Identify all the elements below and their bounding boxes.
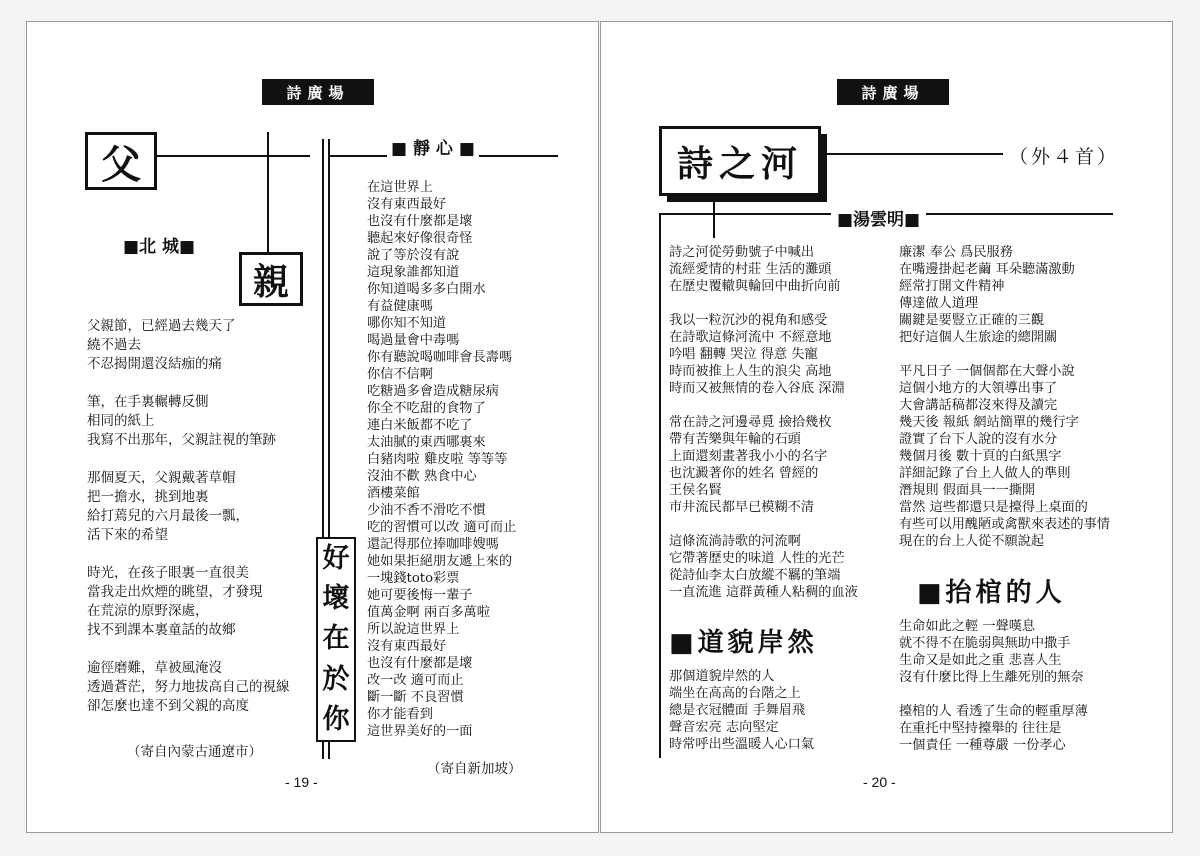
poem-line: 沒有東西最好 [367, 197, 447, 212]
page-number: - 20 - [863, 774, 896, 790]
poem-line: 在重托中堅持擡舉的 往往是 [899, 721, 1062, 736]
poem-line: 一個責任 一種尊嚴 一份孝心 [899, 738, 1066, 753]
poem-line: 一直流進 這群黃種人粘稠的血液 [669, 585, 858, 600]
poem-line: 在這世界上 [367, 180, 433, 195]
poem-line: 不忍揭開還沒結痂的痛 [87, 356, 222, 372]
vertical-poem-title [316, 537, 356, 742]
poem-line: 吃糖過多會造成糖尿病 [367, 384, 499, 399]
poem-line: 你才能看到 [367, 707, 433, 722]
poem-line: 有些可以用醜陋或禽獸來表述的事情 [899, 517, 1110, 532]
poem-line: 也沈澱著你的姓名 曾經的 [669, 466, 819, 481]
poem-line: 生命又是如此之重 悲喜人生 [899, 653, 1062, 668]
poem-title: ■抬棺的人 [917, 578, 1066, 608]
poem-body-calm [367, 179, 516, 740]
poem-line: 時常呼出些溫暖人心口氣 [669, 737, 815, 752]
poem-line: 她可要後悔一輩子 [367, 588, 473, 603]
poem-line: 幾天後 報紙 網站簡單的幾行字 [899, 415, 1079, 430]
poem-line: 現在的台上人從不願說起 [899, 534, 1045, 549]
poem-line: 詳細記錄了台上人做人的準則 [899, 466, 1071, 481]
page-19 [26, 21, 599, 833]
poem-line: 這現象誰都知道 [367, 265, 460, 280]
poem-line: 時而又被無情的卷入谷底 深淵 [669, 381, 845, 396]
poem-line: 筆，在手裏輾轉反側 [87, 394, 209, 410]
poem-line: 相同的紙上 [87, 413, 155, 429]
rule [713, 196, 715, 238]
poem-line: 所以說這世界上 [367, 622, 460, 637]
poem-subtitle: （外４首） [1009, 146, 1120, 168]
poem-line: 大會講話稿都沒來得及讀完 [899, 398, 1058, 413]
poem-line: 哪你知不知道 [367, 316, 447, 331]
title-char: 於 [322, 663, 350, 695]
poem-line: 吃的習慣可以改 適可而止 [367, 520, 517, 535]
poem-line: 它帶著歷史的味道 人性的光芒 [669, 551, 845, 566]
poem-line: 卻怎麼也達不到父親的高度 [87, 698, 249, 714]
poem-line: 這世界美好的一面 [367, 724, 473, 739]
poem-line: 吟唱 翻轉 哭泣 得意 失寵 [669, 347, 818, 362]
poem-title: ■道貌岸然 [669, 628, 818, 658]
poem-line: 廉潔 奉公 爲民服務 [899, 245, 1013, 260]
poem-line: 詩之河從勞動號子中喊出 [669, 245, 815, 260]
poem-line: 繞不過去 [87, 337, 141, 353]
poem-line: 你信不信啊 [367, 367, 433, 382]
poem-line: 在荒涼的原野深處， [87, 603, 209, 619]
poem-body-father [87, 317, 290, 716]
poem-line: 當我走出炊煙的眺望，才發現 [87, 584, 263, 600]
poem-body-hypocrite [899, 244, 1110, 550]
poem-line: 市井流民都早已模糊不清 [669, 500, 815, 515]
poem-line: 從詩仙李太白放縱不羈的筆端 [669, 568, 841, 583]
poem-line: 斷一斷 不良習慣 [367, 690, 464, 705]
rule [267, 132, 269, 264]
poem-source: （寄自內蒙古通遼市） [127, 744, 262, 760]
poem-line: 常在詩之河邊尋覓 撿拾幾枚 [669, 415, 832, 430]
poem-line: 我寫不出那年，父親註視的筆跡 [87, 432, 276, 448]
poem-author: ■湯雲明■ [831, 205, 926, 230]
title-char: 好 [322, 543, 350, 575]
poem-line: 證實了台下人說的沒有水分 [899, 432, 1058, 447]
poem-line: 聲音宏亮 志向堅定 [669, 720, 779, 735]
poem-line: 聽起來好像很奇怪 [367, 231, 473, 246]
poem-line: 把好這個人生旅途的總開關 [899, 330, 1058, 345]
poem-line: 也沒有什麼都是壞 [367, 214, 473, 229]
poem-body-hypocrite-start [669, 668, 814, 753]
poem-line: 在歷史覆轍與輪回中曲折向前 [669, 279, 841, 294]
poem-line: 擡棺的人 看透了生命的輕重厚薄 [899, 704, 1088, 719]
poem-title-box: 詩之河 [659, 126, 821, 196]
poem-line: 你全不吃甜的食物了 [367, 401, 486, 416]
poem-line: 時光，在孩子眼裏一直很美 [87, 565, 249, 581]
section-header: 詩廣場 [837, 79, 949, 105]
poem-body-pallbearer [899, 618, 1088, 754]
poem-title-char: 親 [239, 252, 303, 306]
page-20 [600, 21, 1173, 833]
poem-line: 還記得那位捧咖啡嫂嗎 [367, 537, 499, 552]
rule [659, 213, 661, 758]
poem-line: 喝過量會中毒嗎 [367, 333, 460, 348]
poem-line: 上面還刻畫著我小小的名字 [669, 449, 828, 464]
poem-line: 說了等於沒有說 [367, 248, 460, 263]
poem-line: 白豬肉啦 雞皮啦 等等等 [367, 452, 508, 467]
page-number: - 19 - [285, 774, 318, 790]
poem-line: 那個道貌岸然的人 [669, 669, 775, 684]
poem-line: 透過蒼茫，努力地拔高自己的視線 [87, 679, 290, 695]
poem-line: 這條流淌詩歌的河流啊 [669, 534, 801, 549]
poem-line: 連白米飯都不吃了 [367, 418, 473, 433]
poem-line: 沒有什麼比得上生離死別的無奈 [899, 670, 1084, 685]
poem-author: ■北 城■ [123, 232, 195, 257]
poem-line: 帶有苦樂與年輪的石頭 [669, 432, 801, 447]
poem-line: 端坐在高高的台階之上 [669, 686, 801, 701]
poem-line: 潛規則 假面具一一撕開 [899, 483, 1036, 498]
poem-line: 活下來的希望 [87, 527, 168, 543]
poem-line: 給打蔫兒的六月最後一瓢， [87, 508, 249, 524]
poem-line: 酒樓菜館 [367, 486, 420, 501]
poem-line: 平凡日子 一個個都在大聲小說 [899, 364, 1075, 379]
title-char: 在 [322, 623, 350, 655]
poem-line: 父親節，已經過去幾天了 [87, 318, 236, 334]
poem-line: 有益健康嗎 [367, 299, 433, 314]
poem-line: 把一擔水，挑到地裏 [87, 489, 209, 505]
poem-line: 她如果拒絕朋友遞上來的 [367, 554, 513, 569]
poem-line: 逾徑磨難，草被風淹沒 [87, 660, 222, 676]
poem-line: 傳達做人道理 [899, 296, 979, 311]
poem-line: 在嘴邊掛起老繭 耳朵聽滿激動 [899, 262, 1075, 277]
poem-line: 生命如此之輕 一聲嘆息 [899, 619, 1036, 634]
poem-line: 你有聽說喝咖啡會長壽嗎 [367, 350, 513, 365]
poem-line: 在詩歌這條河流中 不經意地 [669, 330, 832, 345]
poem-line: 改一改 適可而止 [367, 673, 464, 688]
poem-line: 找不到課本裏童話的故鄉 [87, 622, 236, 638]
poem-line: 關鍵是要豎立正確的三觀 [899, 313, 1045, 328]
title-char: 壞 [322, 583, 350, 615]
rule [827, 153, 1003, 155]
poem-title-char: 父 [85, 132, 157, 190]
poem-line: 幾個月後 數十頁的白紙黑字 [899, 449, 1062, 464]
poem-source: （寄自新加坡） [427, 761, 522, 777]
poem-line: 就不得不在脆弱與無助中撒手 [899, 636, 1071, 651]
poem-line: 當然 這些都還只是擡得上桌面的 [899, 500, 1088, 515]
poem-line: 值萬金啊 兩百多萬啦 [367, 605, 490, 620]
poem-line: 王侯名賢 [669, 483, 722, 498]
poem-line: 我以一粒沉沙的視角和感受 [669, 313, 828, 328]
rule [135, 155, 310, 157]
poem-line: 沒油不歡 熟食中心 [367, 469, 477, 484]
poem-author: ■ 靜 心 ■ [387, 134, 479, 159]
poem-line: 你知道喝多多白開水 [367, 282, 486, 297]
poem-line: 沒有東西最好 [367, 639, 447, 654]
poem-line: 時而被推上人生的浪尖 高地 [669, 364, 832, 379]
poem-body-river [669, 244, 858, 601]
poem-line: 這個小地方的大領導出事了 [899, 381, 1058, 396]
section-header: 詩廣場 [262, 79, 374, 105]
poem-line: 總是衣冠體面 手舞眉飛 [669, 703, 806, 718]
title-char: 你 [322, 703, 350, 735]
poem-line: 流經愛情的村莊 生活的灘頭 [669, 262, 832, 277]
poem-line: 也沒有什麼都是壞 [367, 656, 473, 671]
poem-line: 太油膩的東西哪裏來 [367, 435, 486, 450]
poem-line: 經常打開文件精神 [899, 279, 1005, 294]
poem-line: 一塊錢toto彩票 [367, 571, 460, 586]
poem-line: 那個夏天，父親戴著草帽 [87, 470, 236, 486]
poem-line: 少油不香不滑吃不慣 [367, 503, 486, 518]
